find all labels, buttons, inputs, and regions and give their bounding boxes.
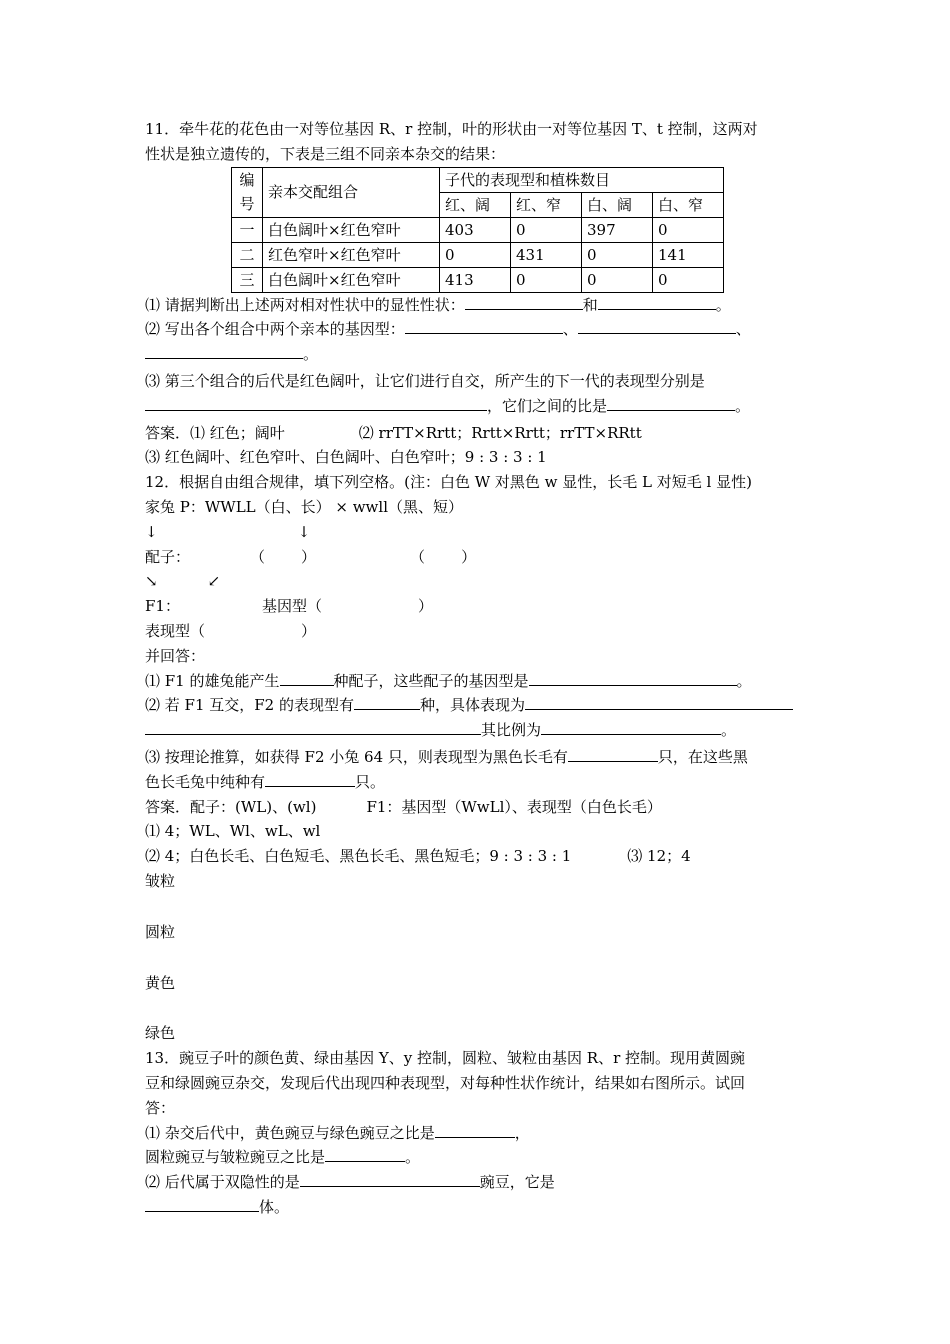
q11-part1: ⑴ 请据判断出上述两对相对性状中的显性性状： 和 。 (145, 295, 731, 314)
answer-blank[interactable] (280, 670, 334, 686)
q11-answer-line2: ⑶ 红色阔叶、红色窄叶、白色阔叶、白色窄叶；9 : 3 : 3 : 1 (145, 448, 547, 467)
row-value: 0 (653, 217, 724, 242)
row-cross: 白色阔叶×红色窄叶 (263, 217, 440, 242)
q12-parents: 家兔 P：WWLL（白、长） × wwll（黑、短） (145, 497, 463, 516)
answer-blank[interactable] (145, 1196, 259, 1212)
q12-part3: ⑶ 按理论推算，如获得 F2 小兔 64 只，则表现型为黑色长毛有 只，在这些黑 (145, 747, 748, 766)
q12-part2: ⑵ 若 F1 互交，F2 的表现型有 种，具体表现为 (145, 693, 810, 718)
row-cross: 白色阔叶×红色窄叶 (263, 267, 440, 292)
q12-also-answer: 并回答： (145, 646, 206, 665)
q13-part1: ⑴ 杂交后代中，黄色豌豆与绿色豌豆之比是 ， (145, 1123, 530, 1142)
q11-part2: ⑵ 写出各个组合中两个亲本的基因型： 、 、 (145, 320, 751, 339)
answer-blank[interactable] (568, 746, 658, 762)
pheno-white-broad: 白、阔 (582, 192, 653, 217)
table-row (232, 267, 724, 292)
answer-blank[interactable] (354, 694, 420, 710)
row-number: 二 (232, 242, 263, 267)
answer-blank[interactable] (145, 343, 303, 359)
figure-label-wrinkled: 皱粒 (145, 871, 176, 890)
table-row (232, 217, 724, 242)
q11-answer-line1: 答案．⑴ 红色；阔叶 ⑵ rrTT×Rrtt；Rrtt×Rrtt；rrTT×RRtt (145, 423, 642, 442)
row-cross: 红色窄叶×红色窄叶 (263, 242, 440, 267)
row-value: 0 (511, 267, 582, 292)
document-page (145, 117, 810, 1220)
q13-part2-cont: 体。 (145, 1195, 810, 1220)
table-header-row (232, 167, 724, 192)
answer-blank[interactable] (525, 694, 793, 710)
q12-f1-genotype: F1： 基因型（ ） (145, 597, 433, 616)
q12-part3-cont: 色长毛兔中纯种有 只。 (145, 772, 386, 791)
q13-stem-line2: 豆和绿圆豌豆杂交，发现后代出现四种表现型，对每种性状作统计，结果如右图所示。试回 (145, 1073, 746, 1092)
q11-part3-cont: ，它们之间的比是 。 (145, 394, 810, 419)
row-number: 三 (232, 267, 263, 292)
q12-answer-line1: 答案．配子：(WL)、(wl) F1：基因型（WwLl）、表现型（白色长毛） (145, 797, 662, 816)
header-offspring: 子代的表现型和植株数目 (440, 167, 724, 192)
arrow-sw-icon: ↙ (207, 572, 221, 591)
row-value: 413 (440, 267, 511, 292)
q11-results-table (231, 167, 724, 293)
q12-part1: ⑴ F1 的雄兔能产生 种配子，这些配子的基因型是 。 (145, 671, 752, 690)
answer-blank[interactable] (529, 670, 737, 686)
figure-label-yellow: 黄色 (145, 973, 176, 992)
row-value: 0 (440, 242, 511, 267)
answer-blank[interactable] (300, 1171, 480, 1187)
q11-stem-line2: 性状是独立遗传的，下表是三组不同亲本杂交的结果： (145, 144, 506, 163)
arrow-down-icon: ↓ (297, 522, 311, 541)
q12-gametes: 配子： （ ） （ ） (145, 547, 477, 566)
row-value: 403 (440, 217, 511, 242)
table-row (232, 242, 724, 267)
pheno-red-narrow: 红、窄 (511, 192, 582, 217)
q12-arrows-down (145, 520, 810, 545)
q12-f1-phenotype: 表现型（ ） (145, 621, 317, 640)
answer-blank[interactable] (325, 1146, 405, 1162)
row-value: 0 (653, 267, 724, 292)
row-value: 431 (511, 242, 582, 267)
answer-blank[interactable] (465, 294, 583, 310)
q11-stem-line1: 11．牵牛花的花色由一对等位基因 R、r 控制，叶的形状由一对等位基因 T、t 控制，这两对 (145, 120, 758, 138)
answer-blank[interactable] (435, 1122, 515, 1138)
row-value: 397 (582, 217, 653, 242)
q12-arrows-merge (145, 569, 810, 594)
q12-answer-line2: ⑴ 4；WL、Wl、wL、wl (145, 822, 321, 841)
q11-part2-cont: 。 (145, 342, 810, 367)
answer-blank[interactable] (607, 395, 735, 411)
q13-stem-line3: 答： (145, 1098, 176, 1117)
row-value: 0 (511, 217, 582, 242)
arrow-down-icon: ↓ (145, 522, 158, 541)
arrow-se-icon: ↘ (145, 572, 158, 591)
answer-blank[interactable] (405, 318, 563, 334)
figure-label-green: 绿色 (145, 1024, 176, 1043)
q12-stem: 12．根据自由组合规律，填下列空格。(注：白色 W 对黑色 w 显性，长毛 L 对短毛 l 显性) (145, 473, 752, 492)
q13-part1-cont: 圆粒豌豆与皱粒豌豆之比是 。 (145, 1148, 421, 1167)
answer-blank[interactable] (145, 719, 481, 735)
answer-blank[interactable] (265, 771, 355, 787)
row-value: 0 (582, 242, 653, 267)
figure-label-round: 圆粒 (145, 922, 176, 941)
pheno-red-broad: 红、阔 (440, 192, 511, 217)
answer-blank[interactable] (578, 318, 736, 334)
q12-answer-line3: ⑵ 4；白色长毛、白色短毛、黑色长毛、黑色短毛；9 : 3 : 3 : 1 ⑶ 12；4 (145, 847, 691, 866)
row-value: 0 (582, 267, 653, 292)
answer-blank[interactable] (598, 294, 716, 310)
row-value: 141 (653, 242, 724, 267)
pheno-white-narrow: 白、窄 (653, 192, 724, 217)
q13-part2: ⑵ 后代属于双隐性的是 豌豆，它是 (145, 1173, 555, 1192)
header-number: 编 号 (232, 167, 263, 217)
q12-part2-cont: 其比例为 。 (145, 718, 810, 743)
q11-part3: ⑶ 第三个组合的后代是红色阔叶，让它们进行自交，所产生的下一代的表现型分别是 (145, 371, 705, 390)
q13-stem-line1: 13．豌豆子叶的颜色黄、绿由基因 Y、y 控制，圆粒、皱粒由基因 R、r 控制。现用黄圆豌 (145, 1049, 746, 1068)
header-cross: 亲本交配组合 (263, 167, 440, 217)
answer-blank[interactable] (145, 395, 487, 411)
answer-blank[interactable] (541, 719, 721, 735)
row-number: 一 (232, 217, 263, 242)
